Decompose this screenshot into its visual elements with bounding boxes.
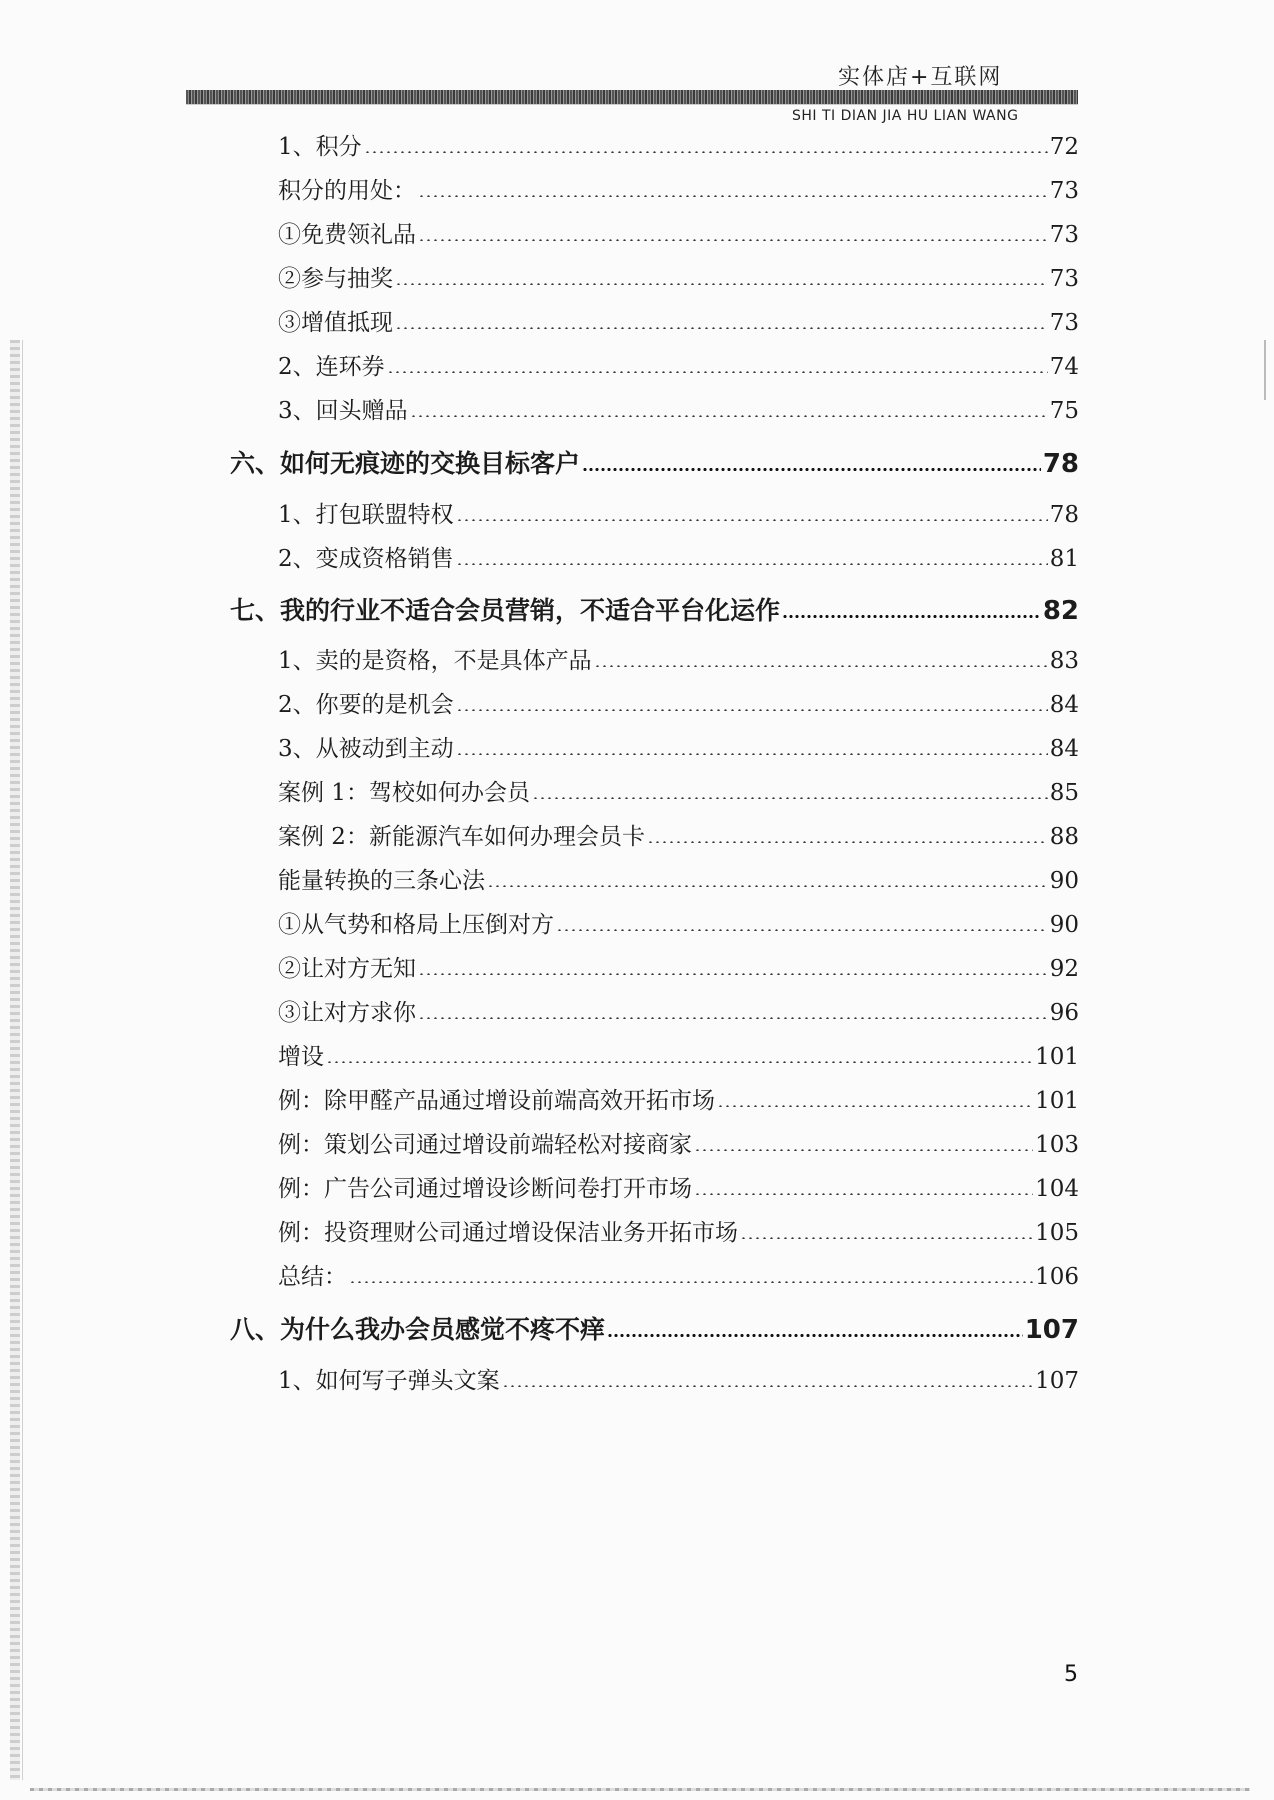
toc-entry <box>278 950 1079 984</box>
toc-entry <box>278 730 1079 764</box>
toc-entry <box>278 1038 1079 1072</box>
toc-entry-title: 2、变成资格销售 <box>278 546 454 572</box>
toc-entry <box>278 348 1079 382</box>
toc-entry-title: 总结： <box>278 1264 347 1290</box>
toc-entry-page-number: 105 <box>1035 1220 1079 1246</box>
toc-entry-page-number: 72 <box>1049 134 1079 160</box>
toc-entry-page-number: 83 <box>1049 648 1079 674</box>
toc-entry-page-number: 101 <box>1035 1044 1079 1070</box>
toc-entry-title: 例：广告公司通过增设诊断问卷打开市场 <box>278 1176 692 1202</box>
toc-entry-title: 例：策划公司通过增设前端轻松对接商家 <box>278 1132 692 1158</box>
toc-entry-page-number: 75 <box>1049 398 1079 424</box>
toc-entry <box>278 774 1079 808</box>
toc-entry-page-number: 107 <box>1024 1315 1079 1345</box>
dot-leader <box>456 709 1048 711</box>
dot-leader <box>487 885 1048 887</box>
toc-entry <box>278 686 1079 720</box>
toc-entry-page-number: 81 <box>1049 546 1079 572</box>
dot-leader <box>395 283 1048 285</box>
toc-entry-page-number: 106 <box>1035 1264 1079 1290</box>
toc-entry <box>278 1082 1079 1116</box>
toc-entry-title: 1、打包联盟特权 <box>278 502 454 528</box>
toc-entry-title: 例：投资理财公司通过增设保洁业务开拓市场 <box>278 1220 738 1246</box>
toc-entry-page-number: 101 <box>1035 1088 1079 1114</box>
running-header-subtitle: SHI TI DIAN JIA HU LIAN WANG <box>792 108 1019 124</box>
toc-entry-page-number: 82 <box>1042 596 1079 626</box>
toc-entry <box>278 906 1079 940</box>
dot-leader <box>418 195 1048 197</box>
dot-leader <box>418 973 1048 975</box>
toc-entry-page-number: 90 <box>1049 868 1079 894</box>
dot-leader <box>364 151 1048 153</box>
toc-entry <box>278 540 1079 574</box>
toc-entry-title: 八、为什么我办会员感觉不疼不痒 <box>230 1315 606 1344</box>
dot-leader <box>410 415 1048 417</box>
toc-entry <box>278 994 1079 1028</box>
toc-entry-title: 案例 2：新能源汽车如何办理会员卡 <box>278 824 645 850</box>
toc-entry-title: 积分的用处： <box>278 178 416 204</box>
toc-entry-title: 3、回头赠品 <box>278 398 408 424</box>
toc-entry-title: ②让对方无知 <box>278 956 416 982</box>
toc-entry-title: 1、积分 <box>278 134 362 160</box>
toc-entry <box>278 392 1079 426</box>
toc-entry-page-number: 92 <box>1049 956 1079 982</box>
dot-leader <box>456 563 1048 565</box>
toc-entry-page-number: 84 <box>1049 736 1079 762</box>
toc-entry <box>278 1258 1079 1292</box>
toc-entry <box>278 496 1079 530</box>
dot-leader <box>582 468 1041 471</box>
toc-chapter-heading <box>230 591 1079 627</box>
dot-leader <box>782 615 1041 618</box>
dot-leader <box>694 1193 1033 1195</box>
toc-entry-page-number: 103 <box>1035 1132 1079 1158</box>
toc-entry <box>278 304 1079 338</box>
dot-leader <box>418 239 1048 241</box>
dot-leader <box>456 753 1048 755</box>
dot-leader <box>607 1334 1023 1337</box>
toc-chapter-heading <box>230 1310 1079 1346</box>
toc-entry-title: 2、连环券 <box>278 354 385 380</box>
toc-entry-page-number: 88 <box>1049 824 1079 850</box>
dot-leader <box>556 929 1048 931</box>
page-number: 5 <box>1064 1662 1078 1687</box>
toc-entry-page-number: 74 <box>1049 354 1079 380</box>
dot-leader <box>387 371 1048 373</box>
toc-entry-page-number: 90 <box>1049 912 1079 938</box>
toc-entry-title: 3、从被动到主动 <box>278 736 454 762</box>
toc-entry-page-number: 104 <box>1035 1176 1079 1202</box>
toc-entry-page-number: 85 <box>1049 780 1079 806</box>
dot-leader <box>395 327 1048 329</box>
toc-entry-page-number: 107 <box>1035 1368 1079 1394</box>
toc-entry <box>278 172 1079 206</box>
toc-chapter-heading <box>230 444 1079 480</box>
toc-entry-title: 能量转换的三条心法 <box>278 868 485 894</box>
toc-entry <box>278 1362 1079 1396</box>
toc-entry-title: ①从气势和格局上压倒对方 <box>278 912 554 938</box>
toc-entry-title: 六、如何无痕迹的交换目标客户 <box>230 449 581 478</box>
dot-leader <box>502 1385 1033 1387</box>
toc-entry <box>278 128 1079 162</box>
toc-entry-title: ③让对方求你 <box>278 1000 416 1026</box>
toc-entry-page-number: 73 <box>1049 266 1079 292</box>
toc-entry-title: 七、我的行业不适合会员营销，不适合平台化运作 <box>230 596 781 625</box>
toc-entry <box>278 216 1079 250</box>
toc-entry-page-number: 96 <box>1049 1000 1079 1026</box>
toc-entry-page-number: 73 <box>1049 310 1079 336</box>
running-header-title: 实体店+互联网 <box>838 65 1003 90</box>
toc-entry-title: 1、如何写子弹头文案 <box>278 1368 500 1394</box>
toc-entry <box>278 642 1079 676</box>
toc-entry-page-number: 78 <box>1042 449 1079 479</box>
toc-entry-title: ②参与抽奖 <box>278 266 393 292</box>
toc-entry-page-number: 84 <box>1049 692 1079 718</box>
toc-entry-page-number: 73 <box>1049 222 1079 248</box>
toc-entry <box>278 1214 1079 1248</box>
dot-leader <box>647 841 1048 843</box>
toc-entry <box>278 818 1079 852</box>
dot-leader <box>349 1281 1033 1283</box>
dot-leader <box>418 1017 1048 1019</box>
toc-entry <box>278 260 1079 294</box>
toc-entry-title: ③增值抵现 <box>278 310 393 336</box>
toc-entry-title: 增设 <box>278 1044 324 1070</box>
dot-leader <box>717 1105 1033 1107</box>
toc-entry-title: ①免费领礼品 <box>278 222 416 248</box>
dot-leader <box>740 1237 1033 1239</box>
toc-entry <box>278 862 1079 896</box>
toc-entry-title: 2、你要的是机会 <box>278 692 454 718</box>
toc-entry-page-number: 78 <box>1049 502 1079 528</box>
toc-entry <box>278 1126 1079 1160</box>
toc-entry <box>278 1170 1079 1204</box>
dot-leader <box>456 519 1048 521</box>
dot-leader <box>326 1061 1033 1063</box>
toc-entry-title: 1、卖的是资格，不是具体产品 <box>278 648 592 674</box>
toc-entry-page-number: 73 <box>1049 178 1079 204</box>
dot-leader <box>594 665 1048 667</box>
toc-entry-title: 案例 1：驾校如何办会员 <box>278 780 530 806</box>
dot-leader <box>694 1149 1033 1151</box>
dot-leader <box>532 797 1048 799</box>
scan-bottom-edge <box>30 1788 1250 1791</box>
toc-entry-title: 例：除甲醛产品通过增设前端高效开拓市场 <box>278 1088 715 1114</box>
